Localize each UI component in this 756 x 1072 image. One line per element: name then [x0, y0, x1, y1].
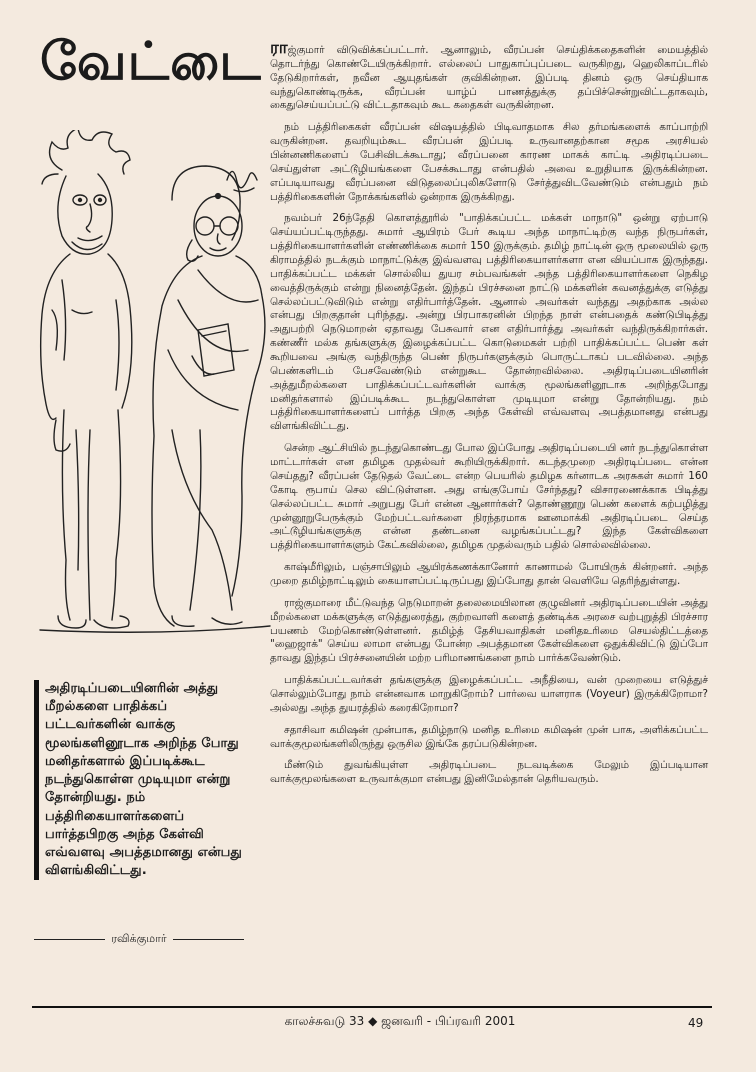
byline-rule-right: [173, 939, 244, 940]
footer-divider: [32, 1006, 712, 1008]
byline-rule-left: [34, 939, 105, 940]
author-name: ரவிக்குமார்: [111, 932, 167, 945]
article-paragraph-7: பாதிக்கப்பட்டவர்கள் தங்களுக்கு இழைக்கப்பட்ட அநீதியை, வன் முறையை எடுத்துச் சொல்லும்போது நாம் என்னவாக மாறுகிறோம்? பார்வை யாளராக (Voyeur) இருக்கிறோமா? அல்லது அந்த துயரத்தில் கரைகிறோமா?: [270, 674, 708, 714]
article-paragraph-8: சதாசிவா கமிஷன் முன்பாக, தமிழ்நாடு மனித உரிமை கமிஷன் முன் பாக, அளிக்கப்பட்ட வாக்குமூலங்களிலிருந்து ஒருசில இங்கே தரப்படுகின்றன.: [270, 723, 708, 750]
article-paragraph-1: ராஜ்குமார் விடுவிக்கப்பட்டார். ஆனாலும், வீரப்பன் செய்திக்கதைகளின் மையத்தில் தொடர்ந்து கொண்டேயிருக்கிறார். எல்லைப் பாதுகாப்புப்படை வருகிறது, ஹெலிகாப்டரில் தேடுகிறார்கள், நவீன ஆயுதங்கள் குவிகின்றன. இப்படி தினம் ஒரு செய்தியாக வந்துகொண்டிருக்க, வீரப்பன் யாழ்ப் பாணத்துக்கு தப்பிச்சென்றுவிட்டதாகவும், கைதுசெய்யப்பட்டு விட்டதாகவும் கூட கதைகள் வருகின்றன.: [270, 38, 708, 112]
author-byline: [34, 932, 244, 947]
article-paragraph-3: நவம்பர் 26ந்தேதி கொளத்தூரில் "பாதிக்கப்பட்ட மக்கள் மாநாடு" ஒன்று ஏற்பாடு செய்யப்பட்டிருந்தது. சுமார் ஆயிரம் பேர் கூடிய அந்த மாநாட்டிற்கு வந்த நிருபர்கள், பத்திரிகையாளர்களின் எண்ணிக்கை சுமார் 150 இருக்கும். தமிழ் நாட்டின் ஒரு மூலையில் ஒரு கிராமத்தில் நடக்கும் மாநாட்டுக்கு இவ்வளவு பத்திரிகையாளர்களா என வியப்பாக இருந்தது. பாதிக்கப்பட்ட மக்கள் சொல்லிய துயர சம்பவங்கள் அந்த பத்திரிகையாளர்களை நெகிழ வைத்திருக்கும் என்று நினைத்தேன். இந்தப் பிரச்சனை நாட்டு மக்களின் கவனத்துக்கு எடுத்து செல்லப்பட்டுவிடும் என்று எதிர்பார்த்தேன். ஆனால் அவர்கள் வந்தது அதற்காக அல்ல என்பது பிறகுதான் புரிந்தது. அன்று பிரபாகரனின் பிறந்த நாள் என்பதைக் கண்டுபிடித்து அதுபற்றி நெடுமாறன் ஏதாவது பேசுவார் என எதிர்பார்த்து அவர்கள் வந்திருக்கிறார்கள். கண்ணீர் மல்க தங்களுக்கு இழைக்கப்பட்ட கொடுமைகள் பற்றி பாதிக்கப்பட்ட பெண் கள் கூறியவை அங்கு வந்திருந்த பெண் நிருபர்களுக்கும் பொருட்டாகப் படவில்லை. அந்த பெண்களிடம் பேசவேண்டும் என்றுகூட தோன்றவில்லை. அதிரடிப்படையினரின் அத்துமீறல்களை பாதிக்கப்பட்டவர்களின் வாக்கு மூலங்களினூடாக அறிந்தபோது மனிதர்களால் இப்படிக்கூட நடந்துகொள்ள முடியுமா என்று தோன்றியது. நம் பத்திரிகையாளர்களைப் பார்த்த பிறகு அந்த கேள்வி எவ்வளவு அபத்தமானது என்பது விளங்கிவிட்டது.: [270, 212, 708, 433]
drop-cap: ரா: [270, 38, 288, 58]
article-paragraph-4: சென்ற ஆட்சியில் நடந்துகொண்டது போல இப்போது அதிரடிப்படையி னர் நடந்துகொள்ள மாட்டார்கள் என தமிழக முதல்வர் கூறியிருக்கிறார். கடந்தமுறை அதிரடிப்படை என்ன செய்தது? வீரப்பன் தேடுதல் வேட்டை என்ற பெயரில் தமிழக கர்னாடக அரசுகள் சுமார் 160 கோடி ரூபாய் செல விட்டுள்ளன. அது எங்குபோய் சேர்ந்தது? விசாரணைக்காக பிடித்து செல்லப்பட்ட சுமார் அறுபது பேர் என்ன ஆனார்கள்? தொண்ணூறு பெண் களைக் கற்பழித்து முன்னூறுபேருக்கும் மேற்பட்டவர்களை நிரந்தரமாக ஊனமாக்கி அதிரடிப்படை செய்த அட்டூழியங்களுக்கு என்ன தண்டனை வழங்கப்பட்டது? இந்த கேள்விகளை பத்திரிகையாளர்களும் கேட்கவில்லை, தமிழக முதல்வரும் பதில் சொல்லவில்லை.: [270, 442, 708, 552]
article-paragraph-9: மீண்டும் துவங்கியுள்ள அதிரடிப்படை நடவடிக்கை மேலும் இப்படியான வாக்குமூலங்களை உருவாக்குமா என்பது இனிமேல்தான் தெரியவரும்.: [270, 759, 708, 786]
article-paragraph-5: காஷ்மீரிலும், பஞ்சாபிலும் ஆயிரக்கணக்கானோர் காணாமல் போயிருக் கின்றனர். அந்த முறை தமிழ்நாட்டிலும் கையாளப்பட்டிருப்பது இப்போது தான் வெளியே தெரிந்துள்ளது.: [270, 561, 708, 587]
article-paragraph-2: நம் பத்திரிகைகள் வீரப்பன் விஷயத்தில் பிடிவாதமாக சில தர்மங்களைக் காப்பாற்றி வருகின்றன. தவறியும்கூட வீரப்பன் இப்படி உருவானதற்கான சமூக அரசியல் பின்னணிகளைப் பேசிவிடக்கூடாது; வீரப்பனை காரண மாகக் காட்டி அதிரடிப்படை செய்துள்ள அட்டூழியங்களை பேசக்கூடாது என்பதில் அவை உறுதியாக இருக்கின்றன. எப்படியாவது வீரப்பனை விடுதலைப்புலிகளோடு சேர்த்துவிடவேண்டும் என்பதும் நம் பத்திரிகைகளின் நோக்கங்களில் ஒன்றாக இருக்கிறது.: [270, 121, 708, 203]
article-title: வேட்டை: [40, 31, 262, 92]
page-number: 49: [688, 1016, 704, 1030]
article-body: [270, 40, 708, 795]
article-paragraph-6: ராஜ்குமாரை மீட்டுவந்த நெடுமாறன் தலைமையிலான குழுவினர் அதிரடிப்படையின் அத்து மீறல்களை மக்களுக்கு எடுத்துரைத்து, குற்றவாளி களைத் தண்டிக்க அரசை வற்புறுத்தி பிரச்சார பயணம் மேற்கொண்டுள்ளனர். தமிழ்த் தேசியவாதிகள் மனிதஉரிமை செயல்திட்டத்தை "ஹைஜாக்" செய்ய லாமா என்பது போன்ற அபத்தமான கேள்விகளை ஒதுக்கிவிட்டு இப்போ தாவது இந்தப் பிரச்சனையின் மற்ற பரிமாணங்களை நாம் பார்க்கவேண்டும்.: [270, 596, 708, 665]
couple-illustration: [22, 130, 272, 640]
pull-quote: அதிரடிப்படையினரின் அத்து மீறல்களை பாதிக்கப் பட்டவர்களின் வாக்கு மூலங்களினூடாக அறிந்த போது மனிதர்களால் இப்படிக்கூட நடந்துகொள்ள முடியுமா என்று தோன்றியது. நம் பத்திரிகையாளர்களைப் பார்த்தபிறகு அந்த கேள்வி எவ்வளவு அபத்தமானது என்பது விளங்கிவிட்டது.: [34, 680, 255, 880]
footer-masthead: காலச்சுவடு 33 ◆ ஜனவரி - பிப்ரவரி 2001: [284, 1014, 516, 1028]
